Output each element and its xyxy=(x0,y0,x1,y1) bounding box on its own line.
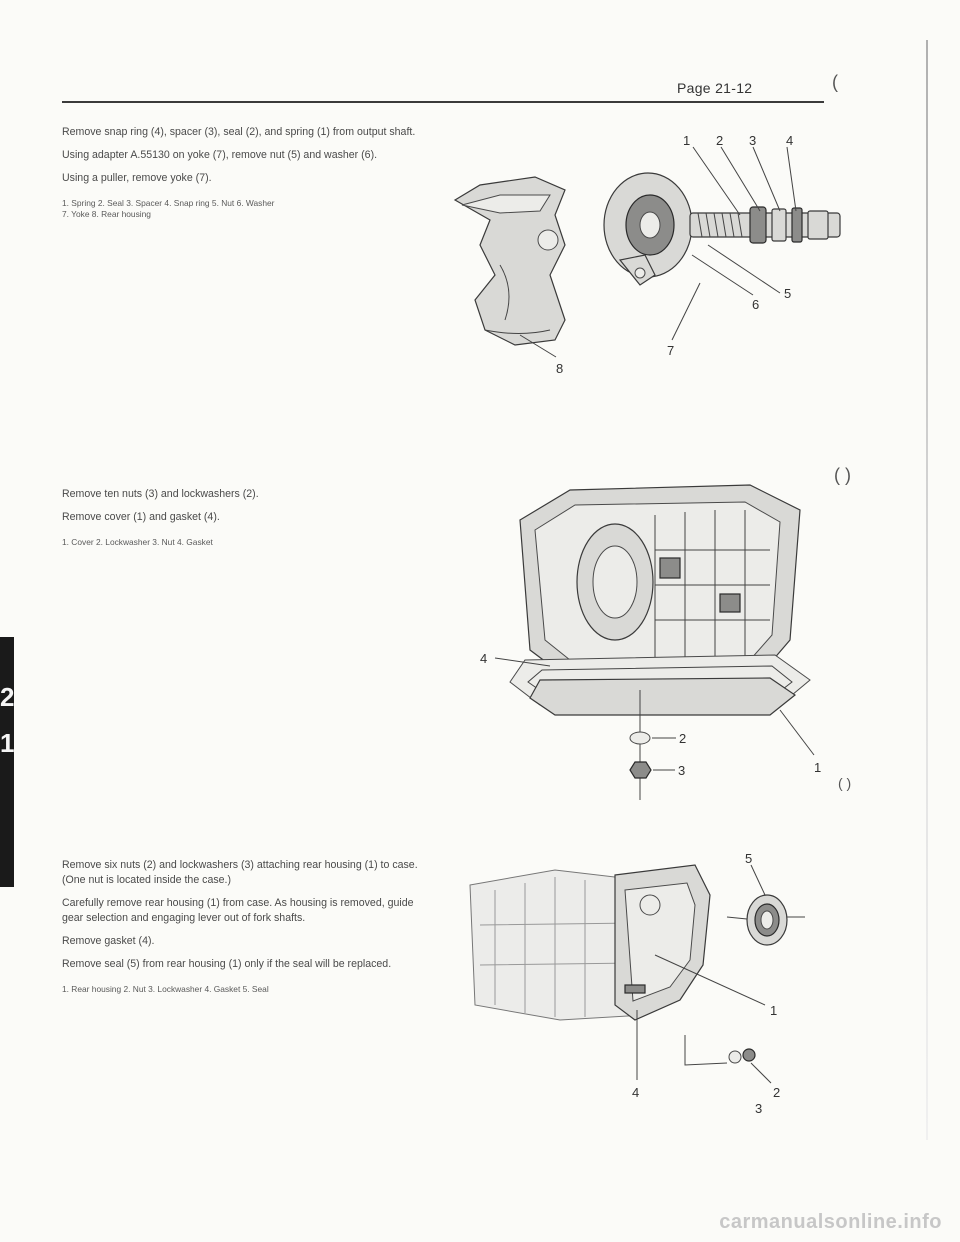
site-watermark: carmanualsonline.info xyxy=(719,1211,942,1233)
cover-drawing xyxy=(530,678,795,715)
step1-paragraph-2: Using adapter A.55130 on yoke (7), remove nut (5) and washer (6). xyxy=(62,149,378,161)
margin-mark: ( ) xyxy=(834,465,851,485)
seal-drawing xyxy=(747,895,787,945)
figure-output-shaft-parts xyxy=(440,115,860,380)
right-edge-rule xyxy=(926,40,928,1140)
callout-8: 8 xyxy=(556,361,564,376)
step3-paragraph-2: Carefully remove rear housing (1) from case. As housing is removed, guide gear selection and engaging lever out of fork shafts. xyxy=(62,897,414,924)
rear-housing-drawing xyxy=(615,865,710,1020)
callout-4: 4 xyxy=(632,1085,640,1100)
figure-rear-housing-removal xyxy=(465,835,865,1120)
margin-mark: ( xyxy=(832,72,838,92)
margin-mark: ( ) xyxy=(838,775,852,791)
nut-drawing xyxy=(743,1049,755,1061)
step1-text xyxy=(62,125,434,220)
rear-housing-drawing xyxy=(455,177,565,345)
step3-paragraph-4: Remove seal (5) from rear housing (1) only if the seal will be replaced. xyxy=(62,958,392,970)
step1-paragraph-1: Remove snap ring (4), spacer (3), seal (2), and spring (1) from output shaft. xyxy=(62,126,416,138)
step1-legend-line-1: 1. Spring 2. Seal 3. Spacer 4. Snap ring 5. Nut 6. Washer xyxy=(62,198,275,208)
output-shaft-drawing xyxy=(690,207,840,243)
callout-6: 6 xyxy=(752,297,760,312)
header-rule xyxy=(62,101,824,103)
callout-2: 2 xyxy=(773,1085,781,1100)
step3-paragraph-3: Remove gasket (4). xyxy=(62,935,155,947)
section-tab xyxy=(0,637,14,887)
lockwasher-drawing xyxy=(729,1051,741,1063)
callout-3: 3 xyxy=(749,133,757,148)
step1-legend-line-2: 7. Yoke 8. Rear housing xyxy=(62,209,151,219)
step2-legend: 1. Cover 2. Lockwasher 3. Nut 4. Gasket xyxy=(62,537,213,547)
callout-3: 3 xyxy=(755,1101,763,1116)
callout-1: 1 xyxy=(770,1003,778,1018)
step2-paragraph-1: Remove ten nuts (3) and lockwashers (2). xyxy=(62,488,259,500)
callout-3: 3 xyxy=(678,763,686,778)
step3-text xyxy=(62,858,434,995)
callout-5: 5 xyxy=(745,851,753,866)
callout-7: 7 xyxy=(667,343,675,358)
section-tab-top-digit: 2 xyxy=(0,682,15,712)
callout-1: 1 xyxy=(683,133,691,148)
step1-paragraph-3: Using a puller, remove yoke (7). xyxy=(62,172,212,184)
lockwasher-drawing xyxy=(630,732,650,744)
figure-cover-removal xyxy=(480,470,840,800)
callout-5: 5 xyxy=(784,286,792,301)
callout-4: 4 xyxy=(786,133,794,148)
callout-4: 4 xyxy=(480,651,488,666)
page-number: Page 21-12 xyxy=(677,80,753,96)
nut-drawing xyxy=(630,762,651,778)
step1-legend xyxy=(62,198,434,220)
step2-text xyxy=(62,487,434,548)
yoke-drawing xyxy=(604,173,692,285)
step3-paragraph-1: Remove six nuts (2) and lockwashers (3) attaching rear housing (1) to case. (One nut is located inside the case.) xyxy=(62,859,418,886)
callout-2: 2 xyxy=(716,133,724,148)
callout-1: 1 xyxy=(814,760,822,775)
step2-paragraph-2: Remove cover (1) and gasket (4). xyxy=(62,511,220,523)
transmission-case-drawing xyxy=(520,485,800,680)
callout-2: 2 xyxy=(679,731,687,746)
section-tab-bottom-digit: 1 xyxy=(0,728,15,758)
step3-legend: 1. Rear housing 2. Nut 3. Lockwasher 4. Gasket 5. Seal xyxy=(62,984,269,994)
